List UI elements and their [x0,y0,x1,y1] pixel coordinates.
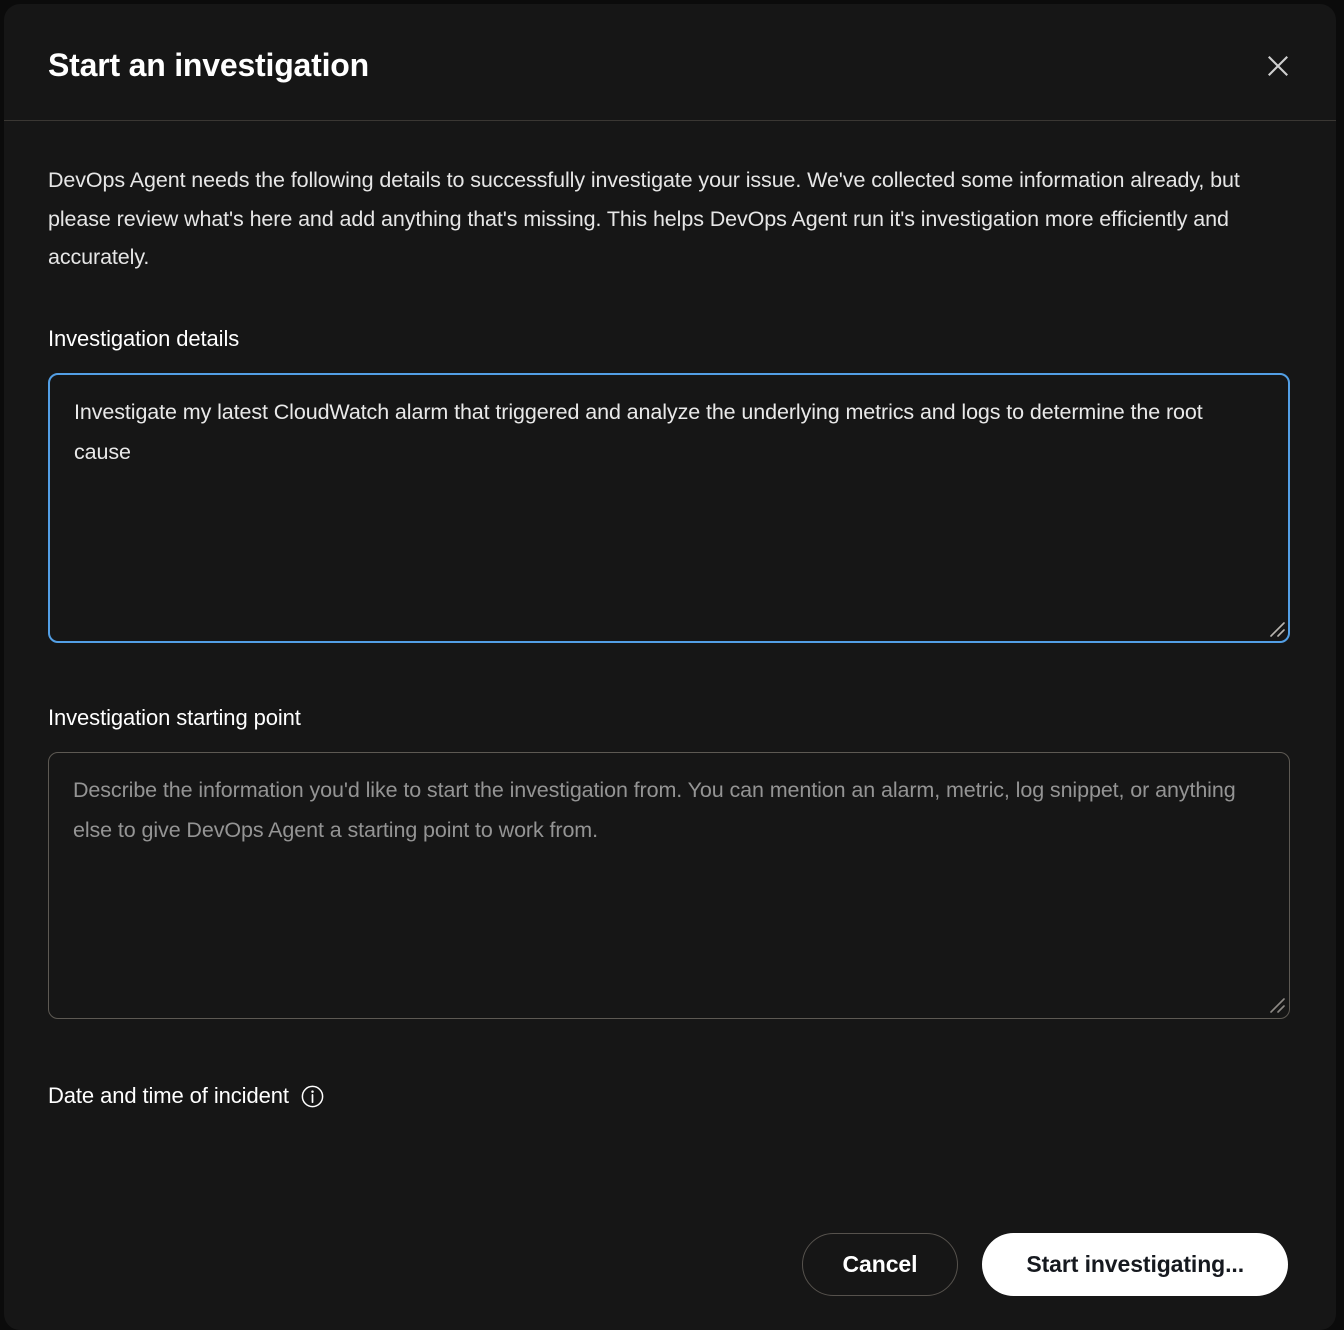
start-investigating-button[interactable]: Start investigating... [982,1233,1288,1296]
investigation-details-input[interactable] [48,373,1290,643]
investigation-details-label: Investigation details [48,325,240,351]
investigation-starting-point-label: Investigation starting point [48,704,301,730]
investigation-starting-point-field [48,703,1292,1019]
incident-datetime-label-text: Date and time of incident [48,1082,289,1108]
dialog-body [4,121,1336,1210]
investigation-starting-point-input[interactable] [48,752,1290,1019]
investigation-details-field [48,324,1292,643]
investigation-details-textarea-wrap [48,373,1292,643]
investigation-starting-point-textarea-wrap [48,752,1292,1019]
incident-datetime-field [48,1081,1292,1111]
dialog-footer [4,1210,1336,1330]
close-icon [1267,55,1289,77]
dialog-header [4,4,1336,121]
start-investigation-dialog [4,4,1336,1330]
cancel-button[interactable]: Cancel [802,1233,959,1296]
incident-datetime-label [48,1081,1292,1111]
info-circle-icon[interactable] [301,1085,324,1108]
close-dialog-button[interactable] [1256,44,1300,88]
dialog-title: Start an investigation [48,46,369,83]
dialog-description: DevOps Agent needs the following details to successfully investigate your issue. We've collected some information already, but please review what's here and add anything that's missing. This helps DevOps Agent run it's investigation more efficiently and accurately. [48,168,1240,269]
